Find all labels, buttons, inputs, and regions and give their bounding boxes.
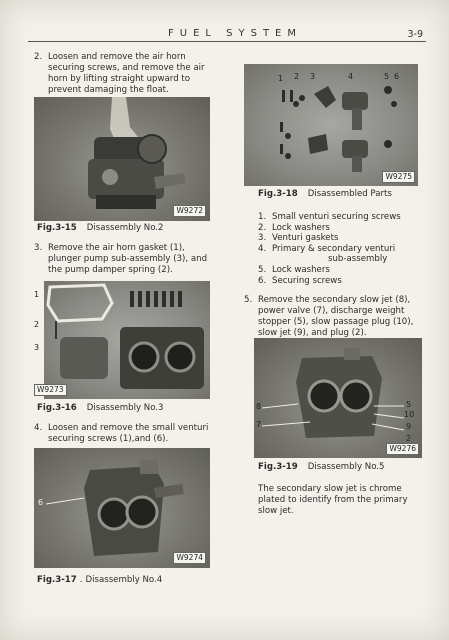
step-2 [34, 52, 220, 96]
figure-3-16-caption [37, 403, 164, 414]
figure-3-18-label: Fig.3-18 [258, 189, 298, 199]
step-4 [34, 423, 220, 445]
parts-list-item-name: Venturi gaskets [272, 233, 339, 244]
parts-list-item-name: sub-assembly [328, 254, 388, 265]
section-title: FUEL SYSTEM [168, 28, 302, 39]
step-3-number: 3. [34, 243, 43, 253]
parts-list-item-name: Securing screws [272, 275, 342, 286]
parts-list-item-name: Lock washers [272, 222, 330, 233]
parts-list-item-continued [258, 254, 428, 265]
figure-3-19-callout-7: 7 [256, 420, 262, 429]
step-2-number: 2. [34, 52, 43, 62]
figure-3-19-callout-9: 9 [406, 422, 412, 431]
venturi-parts-photo-icon [244, 64, 418, 186]
figure-3-15-title: Disassembly No.2 [86, 223, 164, 233]
figure-3-18-callout-2: 2 [294, 72, 300, 81]
figure-3-18-callout-1: 1 [278, 74, 284, 83]
parts-list-item: 3. Venturi gaskets [258, 233, 339, 244]
figure-3-17-callout-6: 6 [38, 498, 44, 507]
step-3 [34, 243, 220, 276]
figure-3-19-photo [254, 338, 422, 458]
secondary-jet-note: The secondary slow jet is chrome plated to identify from the primary slow jet. [258, 484, 408, 516]
figure-3-19-label: Fig.3-19 [258, 462, 298, 472]
figure-3-16-callout-3: 3 [34, 343, 40, 352]
step-3-text: Remove the air horn gasket (1), plunger pump sub-assembly (3), and the pump damper spring (2). [48, 243, 208, 275]
figure-3-18-tag: W9275 [382, 171, 415, 183]
parts-list-item-name: Lock washers [272, 264, 330, 275]
parts-list-item-name: Primary & secondary venturi [272, 243, 396, 254]
carburetor-photo-icon [34, 97, 210, 221]
step-5-number: 5. [244, 295, 253, 305]
figure-3-18-photo [244, 64, 418, 186]
figure-3-19-caption [258, 462, 385, 473]
figure-3-15-caption [37, 223, 164, 234]
figure-3-18-callout-4: 4 [348, 72, 354, 81]
parts-list-item: 6. Securing screws [258, 275, 342, 286]
figure-3-19-tag: W9276 [386, 443, 419, 455]
step-2-text: Loosen and remove the air horn securing screws, and remove the air horn by lifting straight upward to prevent damaging the float. [48, 52, 205, 95]
figure-3-18-callout-3: 3 [310, 72, 316, 81]
figure-3-16-title: Disassembly No.3 [86, 403, 164, 413]
figure-3-15-tag: W9272 [173, 205, 206, 217]
step-5 [244, 295, 428, 339]
parts-list-item: 4. Primary & secondary venturi [258, 243, 396, 254]
step-4-number: 4. [34, 423, 43, 433]
step-4-text: Loosen and remove the small venturi securing screws (1),and (6). [48, 423, 209, 444]
figure-3-16-photo [37, 281, 210, 399]
figure-3-19-callout-5: 5 [406, 400, 412, 409]
figure-3-15-label: Fig.3-15 [37, 223, 77, 233]
step-5-text: Remove the secondary slow jet (8), power valve (7), discharge weight stopper (5), slow passage plug (10), slow jet (9), and plug (2). [258, 295, 414, 338]
parts-list-item: 1. Small venturi securing screws [258, 212, 401, 222]
page-number: 3-9 [407, 29, 423, 40]
figure-3-18-title: Disassembled Parts [307, 189, 392, 199]
figure-3-17-label: Fig.3-17 [37, 575, 77, 585]
parts-list-item-name: Small venturi securing screws [272, 212, 401, 222]
parts-list-item: 2. Lock washers [258, 222, 330, 233]
parts-list-item: 5. Lock washers [258, 264, 330, 275]
figure-3-19-callout-10: 10 [404, 410, 415, 419]
figure-3-19-callout-8: 8 [256, 402, 262, 411]
figure-3-18-callout-6: 6 [394, 72, 400, 81]
figure-3-17-dash: . [79, 575, 83, 585]
figure-3-17-tag: W9274 [173, 552, 206, 564]
header-rule [28, 41, 426, 42]
figure-3-19-callout-2: 2 [406, 434, 412, 443]
figure-3-16-label: Fig.3-16 [37, 403, 77, 413]
air-horn-parts-photo-icon [44, 281, 210, 399]
figure-3-17-photo [34, 448, 210, 568]
figure-3-15-photo [34, 97, 210, 221]
figure-3-16-callout-2: 2 [34, 320, 40, 329]
figure-3-16-tag: W9273 [34, 384, 67, 396]
figure-3-17-title: Disassembly No.4 [85, 575, 163, 585]
parts-list [258, 212, 428, 286]
carburetor-body-photo-icon [34, 448, 210, 568]
figure-3-19-title: Disassembly No.5 [307, 462, 385, 472]
figure-3-16-callout-1: 1 [34, 290, 40, 299]
figure-3-17-caption [37, 575, 162, 586]
figure-3-18-caption [258, 189, 392, 200]
figure-3-18-callout-5: 5 [384, 72, 390, 81]
carburetor-base-photo-icon [254, 338, 422, 458]
